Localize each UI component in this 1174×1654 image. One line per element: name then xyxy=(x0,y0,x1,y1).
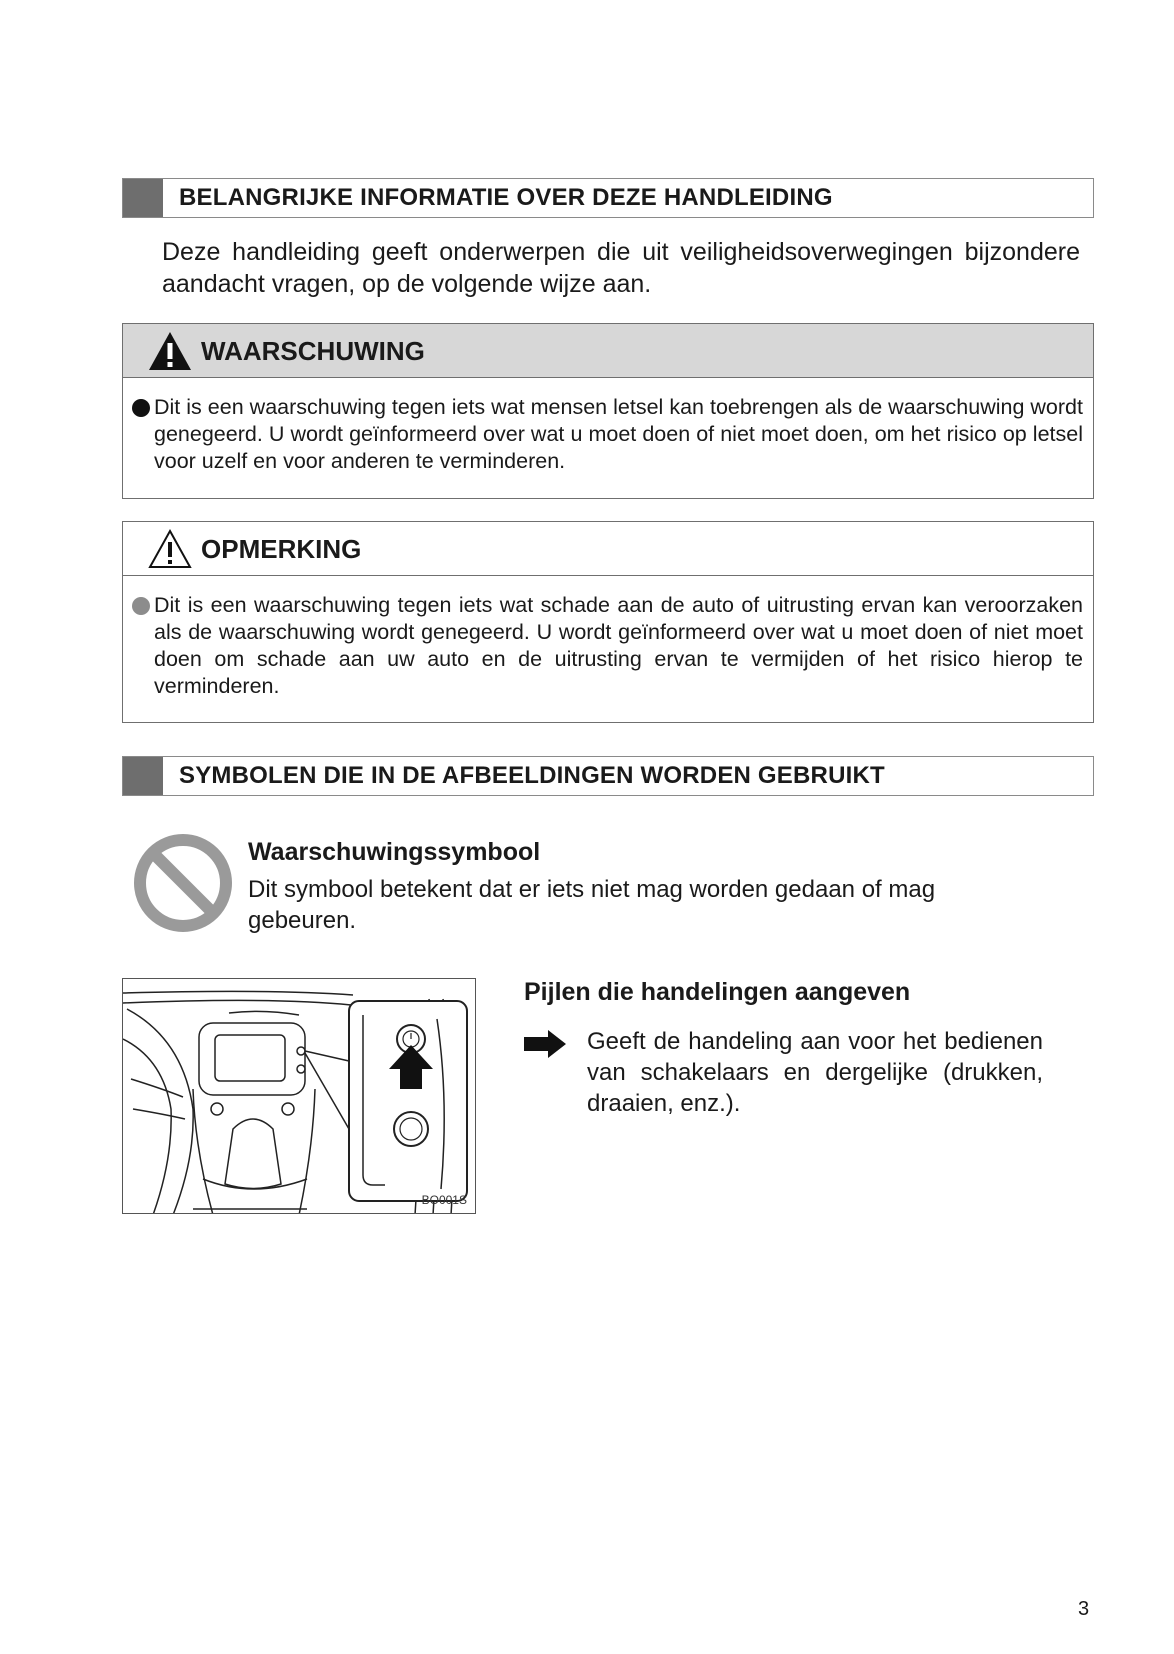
section-title: BELANGRIJKE INFORMATIE OVER DEZE HANDLEIDING xyxy=(179,184,833,211)
note-body xyxy=(123,576,1093,714)
warning-box xyxy=(122,323,1094,499)
arrows-text: Geeft de handeling aan voor het bedienen van schakelaars en dergelijke (drukken, draaien, enz.). xyxy=(587,1028,1043,1117)
page-number: 3 xyxy=(1078,1598,1090,1620)
arrows-title: Pijlen die handelingen aangeven xyxy=(524,978,911,1006)
illustration-code: BO001S xyxy=(421,1193,467,1207)
section-header-important-info xyxy=(122,178,1094,218)
warning-body xyxy=(123,378,1093,489)
dashboard-line-drawing xyxy=(123,979,476,1214)
note-text: Dit is een waarschuwing tegen iets wat schade aan de auto of uitrusting ervan kan veroorzaken als de waarschuwing wordt genegeerd. U wordt geïnformeerd over wat u moet doen of niet moet doen om schade aan uw auto en de uitrusting ervan te vermijden of het risico hierop te verminderen. xyxy=(154,593,1083,698)
warning-text: Dit is een waarschuwing tegen iets wat mensen letsel kan toebrengen als de waarschuwing wordt genegeerd. U wordt geïnformeerd over wat u moet doen of niet moet doen, om het risico op letsel voor uzelf en voor anderen te verminderen. xyxy=(154,395,1083,473)
intro-paragraph: Deze handleiding geeft onderwerpen die uit veiligheidsoverwegingen bijzondere aandacht vragen, op de volgende wijze aan. xyxy=(162,238,1080,298)
note-label: OPMERKING xyxy=(201,534,362,564)
section-marker-block xyxy=(123,757,163,795)
note-box-header xyxy=(123,522,1093,576)
warning-label: WAARSCHUWING xyxy=(201,336,425,366)
warning-triangle-outline-icon xyxy=(147,528,193,570)
section-header-symbols xyxy=(122,756,1094,796)
warning-box-header xyxy=(123,324,1093,378)
bullet-filled-icon xyxy=(132,399,150,417)
warning-triangle-filled-icon xyxy=(147,330,193,372)
note-box xyxy=(122,521,1094,723)
section-marker-block xyxy=(123,179,163,217)
warning-symbol-text: Dit symbool betekent dat er iets niet mag worden gedaan of mag gebeuren. xyxy=(248,876,936,934)
bullet-gray-icon xyxy=(132,597,150,615)
warning-symbol-title: Waarschuwingssymbool xyxy=(248,838,541,866)
section-title: SYMBOLEN DIE IN DE AFBEELDINGEN WORDEN GEBRUIKT xyxy=(179,762,885,789)
arrow-right-icon xyxy=(524,1030,566,1058)
prohibition-icon xyxy=(132,832,234,934)
dashboard-illustration xyxy=(122,978,476,1214)
